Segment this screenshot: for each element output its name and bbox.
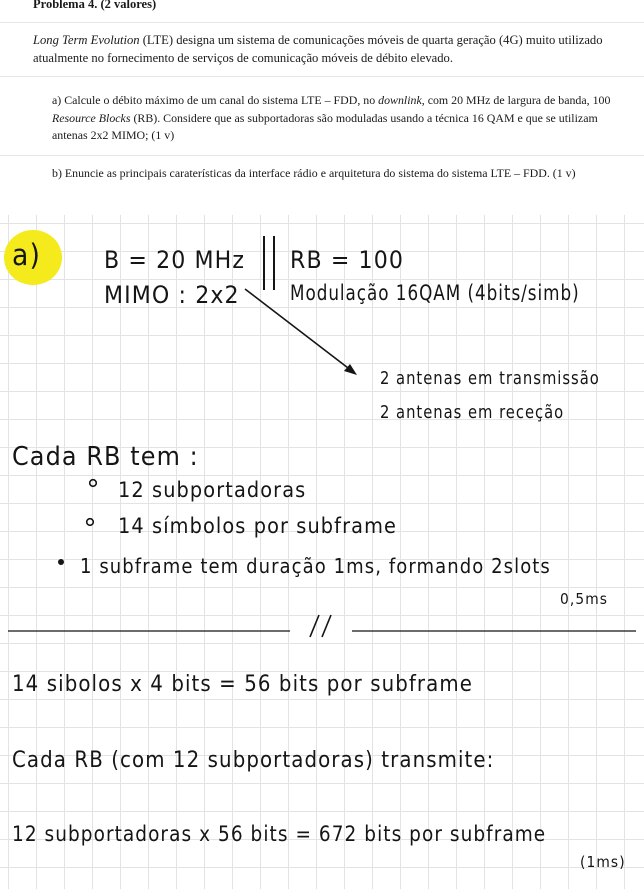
question-a-term-resource-blocks: Resource Blocks	[52, 110, 131, 125]
separator-slash	[310, 615, 319, 637]
bullet-symbols: 14 símbolos por subframe	[118, 514, 397, 538]
question-a-part2: , com 20 MHz de largura de banda, 100	[421, 93, 611, 107]
slot-duration-note: 0,5ms	[560, 590, 609, 608]
bandwidth-note: B = 20 MHz	[104, 246, 246, 274]
rb-transmits-heading: Cada RB (com 12 subportadoras) transmite:	[12, 748, 495, 773]
calc-bits-per-rb: 12 subportadoras x 56 bits = 672 bits por subframe	[12, 822, 547, 846]
bullet-mark	[87, 519, 94, 526]
mimo-note: MIMO : 2x2	[104, 281, 240, 309]
separator-slash	[322, 615, 331, 637]
question-b: b) Enuncie as principais caraterísticas da interface rádio e arquitetura do sistema do sistema LTE – FDD. (1 v)	[52, 166, 576, 180]
rb-heading: Cada RB tem :	[12, 442, 199, 472]
rx-antennas-note: 2 antenas em receção	[380, 402, 565, 423]
question-a-part1: a) Calcule o débito máximo de um canal do sistema LTE – FDD, no	[52, 93, 379, 107]
calc-bits-per-subframe: 14 sibolos x 4 bits = 56 bits por subframe	[12, 672, 473, 697]
bullet-mark	[90, 480, 97, 487]
bullet-subcarriers: 12 subportadoras	[118, 478, 307, 502]
rb-note: RB = 100	[290, 246, 405, 274]
intro-text: (LTE) designa um sistema de comunicações móveis de quarta geração (4G) muito utilizado atualmente no fornecimento de serviços de comunicação móveis de débito elevado.	[33, 33, 603, 65]
question-a-term-downlink: downlink	[378, 93, 422, 107]
answer-label: a)	[12, 238, 41, 272]
bullet-mark	[58, 559, 64, 565]
intro-term: Long Term Evolution	[33, 33, 140, 47]
problem-title: Problema 4. (2 valores)	[33, 0, 157, 11]
question-a-part3: (RB). Considere que as subportadoras são moduladas usando a técnica 16 QAM e que se utilizam antenas 2x2 MIMO; (1 v)	[52, 110, 598, 142]
modulation-note: Modulação 16QAM (4bits/simb)	[290, 281, 580, 305]
tx-antennas-note: 2 antenas em transmissão	[380, 368, 600, 389]
bullet-subframe-duration: 1 subframe tem duração 1ms, formando 2slots	[80, 554, 551, 578]
calc-duration-note: (1ms)	[580, 853, 626, 871]
